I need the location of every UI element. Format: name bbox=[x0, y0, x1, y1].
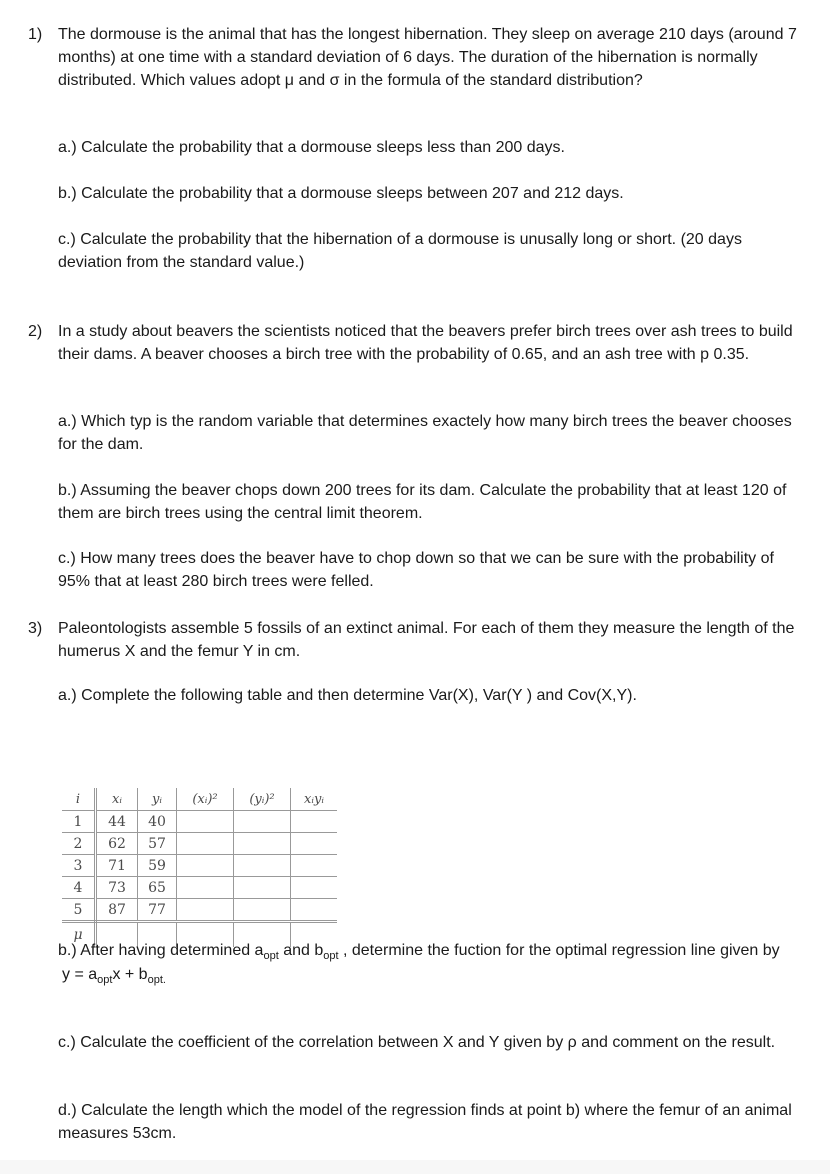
table-cell: 5 bbox=[62, 899, 96, 922]
table-cell bbox=[234, 833, 291, 855]
question-1 bbox=[28, 23, 798, 92]
table-cell bbox=[234, 899, 291, 922]
table-cell bbox=[234, 877, 291, 899]
table-cell: 44 bbox=[96, 811, 138, 833]
page-bottom-edge bbox=[0, 1160, 830, 1174]
part-b-text: and b bbox=[278, 942, 324, 959]
subscript: opt. bbox=[147, 973, 166, 986]
table-cell: 2 bbox=[62, 833, 96, 855]
question-2 bbox=[28, 320, 798, 366]
question-number: 2) bbox=[28, 323, 43, 340]
table-cell bbox=[177, 833, 234, 855]
table-cell: 40 bbox=[138, 811, 177, 833]
subscript: opt bbox=[263, 950, 279, 962]
subscript: opt bbox=[97, 973, 113, 986]
question-number: 3) bbox=[28, 620, 43, 637]
table-cell: 4 bbox=[62, 877, 96, 899]
part-b-text: b.) After having determined a bbox=[58, 942, 264, 959]
question-3 bbox=[28, 617, 798, 663]
table-row bbox=[62, 855, 337, 877]
table-cell bbox=[177, 877, 234, 899]
q2-part-a: a.) Which typ is the random variable that determines exactely how many birch trees the beaver chooses for the dam. bbox=[58, 413, 792, 453]
table-cell: 1 bbox=[62, 811, 96, 833]
question-text: Paleontologists assemble 5 fossils of an extinct animal. For each of them they measure the length of the humerus X and the femur Y in cm. bbox=[58, 620, 795, 660]
table-cell bbox=[291, 877, 338, 899]
table-cell bbox=[291, 899, 338, 922]
table-row bbox=[62, 833, 337, 855]
table-cell: 71 bbox=[96, 855, 138, 877]
q1-part-a: a.) Calculate the probability that a dormouse sleeps less than 200 days. bbox=[58, 139, 565, 156]
table-cell: 77 bbox=[138, 899, 177, 922]
table-cell bbox=[291, 811, 338, 833]
table-cell: 62 bbox=[96, 833, 138, 855]
formula-part: y = a bbox=[62, 965, 98, 983]
table-cell bbox=[177, 899, 234, 922]
q1-part-c: c.) Calculate the probability that the hibernation of a dormouse is unusally long or short. (20 days deviation from the standard value.) bbox=[58, 231, 742, 271]
table-cell bbox=[234, 855, 291, 877]
q3-part-a: a.) Complete the following table and then determine Var(X), Var(Y ) and Cov(X,Y). bbox=[58, 687, 637, 704]
table-cell bbox=[177, 811, 234, 833]
table-row bbox=[62, 811, 337, 833]
header-cell: xᵢ bbox=[96, 788, 138, 811]
header-cell: i bbox=[62, 788, 96, 811]
table-cell bbox=[291, 855, 338, 877]
q3-part-c: c.) Calculate the coefficient of the correlation between X and Y given by ρ and comment on the result. bbox=[58, 1034, 776, 1051]
q1-part-b: b.) Calculate the probability that a dormouse sleeps between 207 and 212 days. bbox=[58, 185, 624, 202]
q2-part-c: c.) How many trees does the beaver have to chop down so that we can be sure with the probability of 95% that at least 280 birch trees were felled. bbox=[58, 550, 774, 590]
table-header-row bbox=[62, 788, 337, 811]
table-cell bbox=[234, 811, 291, 833]
table-cell: 3 bbox=[62, 855, 96, 877]
table-cell: 73 bbox=[96, 877, 138, 899]
q3-part-d: d.) Calculate the length which the model of the regression finds at point b) where the femur of an animal measures 53cm. bbox=[58, 1102, 792, 1142]
subscript: opt bbox=[323, 950, 339, 962]
q3-part-b bbox=[58, 940, 798, 987]
table-cell bbox=[291, 833, 338, 855]
table-row bbox=[62, 877, 337, 899]
header-cell: yᵢ bbox=[138, 788, 177, 811]
question-text: In a study about beavers the scientists noticed that the beavers prefer birch trees over ash trees to build their dams. A beaver chooses a birch tree with the probability of 0.65, and an ash tree with p 0.35. bbox=[58, 323, 793, 363]
part-b-text: , determine the fuction for the optimal regression line given by bbox=[338, 942, 780, 959]
table-cell: 87 bbox=[96, 899, 138, 922]
formula-part: x + b bbox=[112, 965, 148, 983]
table-cell: 59 bbox=[138, 855, 177, 877]
header-cell: (yᵢ)² bbox=[234, 788, 291, 811]
data-table bbox=[62, 788, 337, 947]
question-number: 1) bbox=[28, 26, 43, 43]
table-row bbox=[62, 899, 337, 922]
table-cell: 65 bbox=[138, 877, 177, 899]
table-cell bbox=[177, 855, 234, 877]
question-text: The dormouse is the animal that has the longest hibernation. They sleep on average 210 days (around 7 months) at one time with a standard deviation of 6 days. The duration of the hibernation is normally distributed. Which values adopt μ and σ in the formula of the standard distribution? bbox=[58, 26, 797, 89]
mean-label: μ bbox=[62, 922, 96, 948]
regression-formula bbox=[62, 964, 798, 988]
q2-part-b: b.) Assuming the beaver chops down 200 trees for its dam. Calculate the probability that at least 120 of them are birch trees using the central limit theorem. bbox=[58, 482, 787, 522]
header-cell: (xᵢ)² bbox=[177, 788, 234, 811]
table-cell: 57 bbox=[138, 833, 177, 855]
header-cell: xᵢyᵢ bbox=[291, 788, 338, 811]
